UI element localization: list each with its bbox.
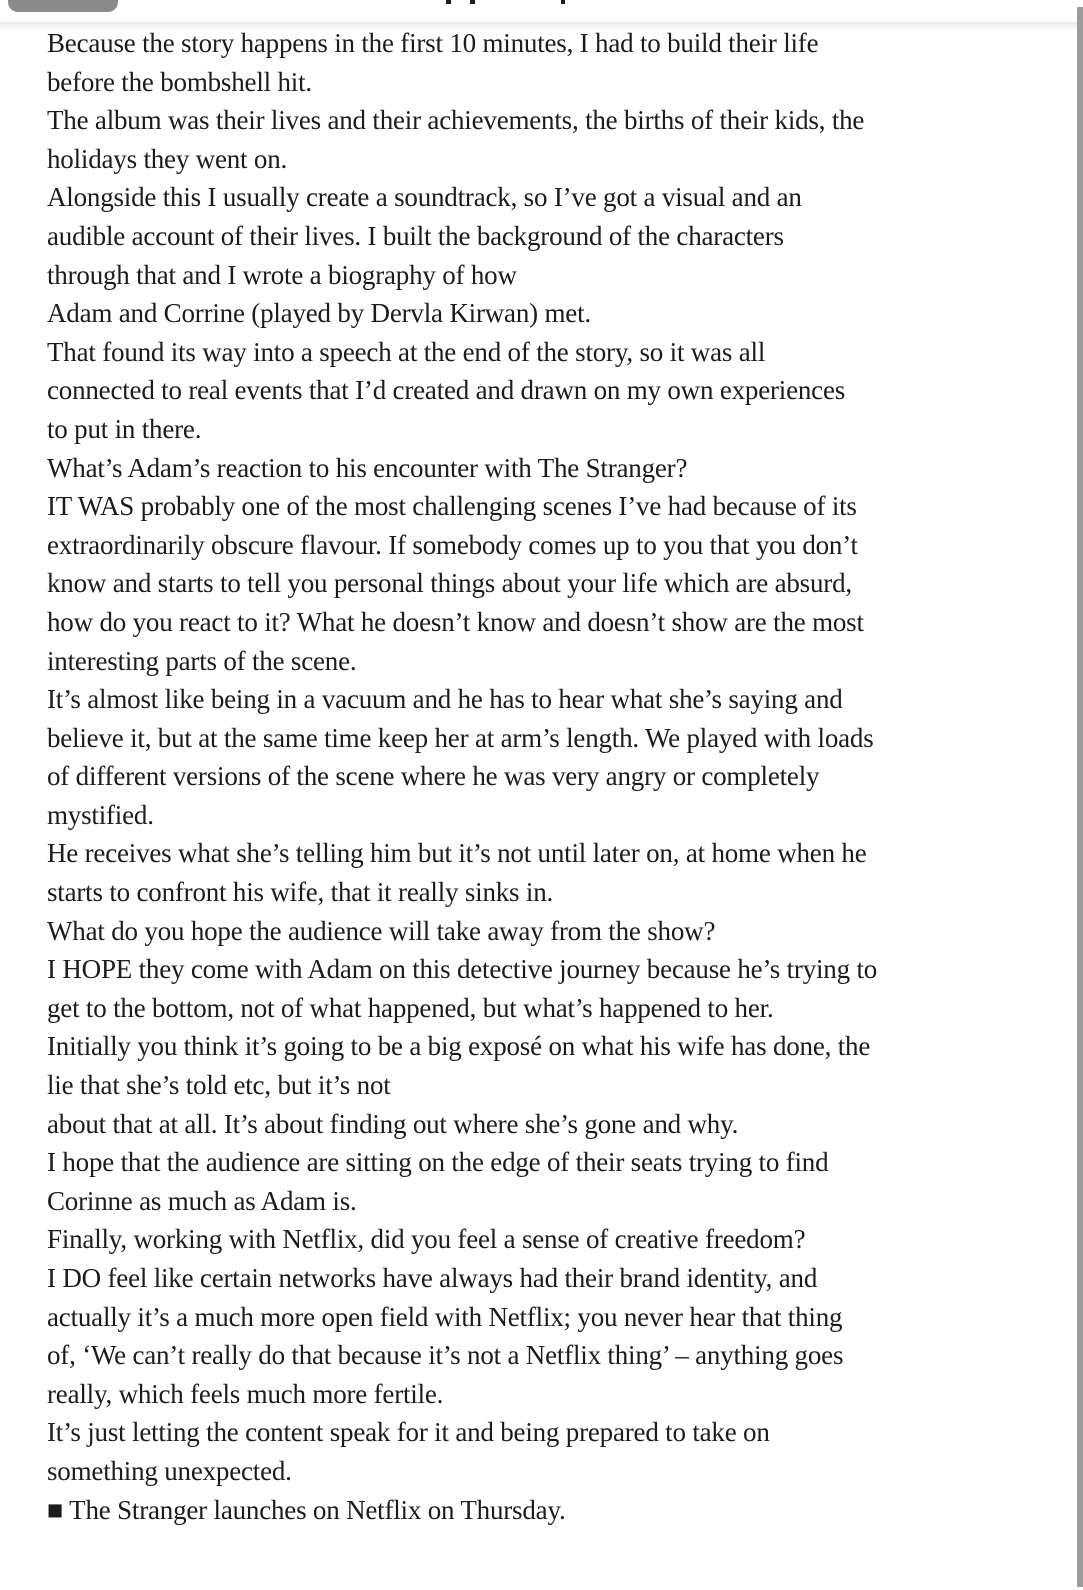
text-line: to put in there. — [47, 413, 202, 444]
text-line: He receives what she’s telling him but it’s not until later on, at home when he — [47, 838, 867, 869]
text-line: audible account of their lives. I built the background of the characters — [47, 220, 784, 251]
text-line: The album was their lives and their achievements, the births of their kids, the — [47, 105, 865, 136]
cutoff-heading-descender — [470, 0, 475, 4]
text-line: actually it’s a much more open field with Netflix; you never hear that thing — [47, 1301, 843, 1332]
scrollbar-thumb[interactable] — [1077, 7, 1083, 1587]
text-line: before the bombshell hit. — [47, 66, 312, 97]
text-line: something unexpected. — [47, 1455, 292, 1486]
text-line: of, ‘We can’t really do that because it’s not a Netflix thing’ – anything goes — [47, 1340, 844, 1371]
text-line: know and starts to tell you personal things about your life which are absurd, — [47, 568, 852, 599]
text-line: interesting parts of the scene. — [47, 645, 357, 676]
cutoff-heading-descender — [446, 0, 451, 4]
text-line: connected to real events that I’d created and drawn on my own experiences — [47, 375, 846, 406]
text-line: Adam and Corrine (played by Dervla Kirwan) met. — [47, 298, 591, 329]
text-line: What’s Adam’s reaction to his encounter with The Stranger? — [47, 452, 688, 483]
cutoff-heading-descender — [561, 0, 565, 4]
text-line: about that at all. It’s about finding out where she’s gone and why. — [47, 1108, 739, 1139]
text-line: holidays they went on. — [47, 143, 288, 174]
text-line: how do you react to it? What he doesn’t know and doesn’t show are the most — [47, 606, 864, 637]
text-line: of different versions of the scene where he was very angry or completely — [47, 761, 820, 792]
text-line: IT WAS probably one of the most challenging scenes I’ve had because of its — [47, 491, 857, 522]
text-line: Finally, working with Netflix, did you feel a sense of creative freedom? — [47, 1224, 806, 1255]
text-line: Initially you think it’s going to be a big exposé on what his wife has done, the — [47, 1031, 871, 1062]
article-text — [0, 24, 1083, 1529]
text-line: get to the bottom, not of what happened, but what’s happened to her. — [47, 992, 774, 1023]
text-line: really, which feels much more fertile. — [47, 1378, 444, 1409]
cutoff-top-pill[interactable] — [8, 0, 118, 12]
text-line: Corinne as much as Adam is. — [47, 1185, 357, 1216]
scrollbar[interactable] — [1077, 0, 1083, 1590]
text-line: believe it, but at the same time keep her at arm’s length. We played with loads — [47, 722, 874, 753]
text-line: I hope that the audience are sitting on the edge of their seats trying to find — [47, 1147, 829, 1178]
text-line: It’s almost like being in a vacuum and he has to hear what she’s saying and — [47, 684, 843, 715]
text-line: I DO feel like certain networks have always had their brand identity, and — [47, 1263, 818, 1293]
text-line: Alongside this I usually create a soundtrack, so I’ve got a visual and an — [47, 182, 802, 213]
top-bar — [0, 0, 1083, 22]
text-line: ■ The Stranger launches on Netflix on Thursday. — [47, 1494, 566, 1525]
text-line: It’s just letting the content speak for it and being prepared to take on — [47, 1417, 770, 1448]
text-line: extraordinarily obscure flavour. If somebody comes up to you that you don’t — [47, 529, 858, 560]
text-line: through that and I wrote a biography of how — [47, 259, 517, 290]
text-line: lie that she’s told etc, but it’s not — [47, 1070, 391, 1101]
text-line: Because the story happens in the first 10 minutes, I had to build their life — [47, 28, 819, 58]
text-line: starts to confront his wife, that it really sinks in. — [47, 877, 554, 908]
text-line: What do you hope the audience will take away from the show? — [47, 915, 716, 946]
text-line: That found its way into a speech at the end of the story, so it was all — [47, 336, 766, 367]
text-line: mystified. — [47, 799, 154, 830]
text-line: I HOPE they come with Adam on this detective journey because he’s trying to — [47, 954, 878, 985]
